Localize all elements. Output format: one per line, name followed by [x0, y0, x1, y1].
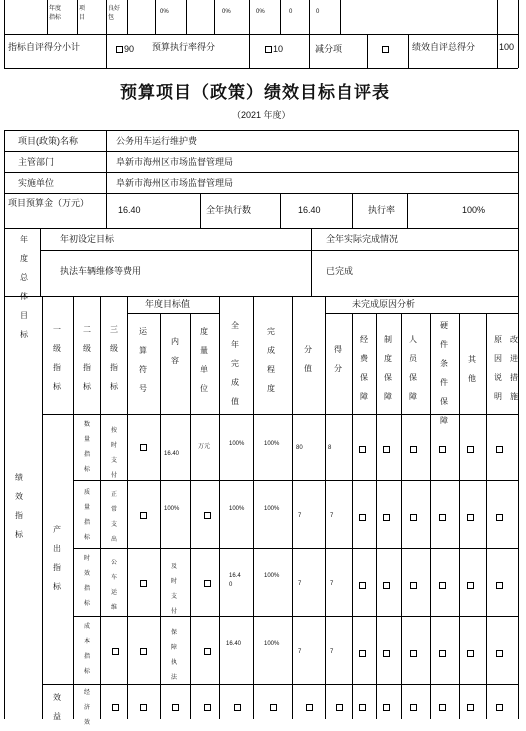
row-annual: 16.40 — [229, 573, 241, 588]
checkbox-icon — [359, 650, 366, 657]
rule — [376, 313, 377, 719]
checkbox-icon — [383, 582, 390, 589]
rule — [4, 0, 5, 68]
rule — [280, 193, 281, 228]
rule — [4, 172, 518, 173]
checkbox-icon — [467, 446, 474, 453]
checkbox-icon — [140, 648, 147, 655]
checkbox-icon — [204, 704, 211, 711]
row-score-get: 7 — [330, 581, 334, 587]
checkbox-icon — [467, 514, 474, 521]
rule — [292, 296, 293, 719]
checkbox-icon — [140, 444, 147, 451]
rule — [73, 480, 518, 481]
checkbox-icon — [172, 704, 179, 711]
header-reason-other: 其他 — [468, 355, 476, 383]
exec-rate-score-value: 10 — [273, 44, 284, 54]
rule — [127, 313, 219, 314]
rule — [497, 0, 498, 68]
checkbox-icon — [439, 704, 446, 711]
row-score-max: 7 — [298, 513, 302, 519]
checkbox-icon — [439, 582, 446, 589]
checkbox-icon — [383, 650, 390, 657]
rule — [73, 616, 518, 617]
checkbox-icon — [112, 704, 119, 711]
dept-value: 阜新市海州区市场监督管理局 — [116, 157, 234, 167]
rate-value: 100% — [462, 205, 486, 215]
header-group-target: 年度目标值 — [145, 299, 191, 309]
header-reason-staff: 人员保障 — [409, 335, 417, 401]
checkbox-icon — [410, 446, 417, 453]
rule — [186, 0, 187, 34]
header-reason-explain: 原因说明 — [494, 335, 502, 401]
rule — [430, 313, 431, 719]
row-degree: 100% — [264, 441, 280, 447]
rule — [127, 296, 128, 719]
top-cell-good: 良好 包 — [108, 6, 121, 21]
self-eval-score-label: 指标自评得分小计 — [8, 42, 81, 52]
checkbox-icon — [204, 648, 211, 655]
header-group-reason: 未完成原因分析 — [352, 299, 416, 309]
row-score-max: 7 — [298, 581, 302, 587]
row-level3: 公车运维 — [110, 560, 117, 611]
executed-value: 16.40 — [298, 205, 321, 215]
rule — [73, 296, 74, 719]
checkbox-icon — [116, 46, 123, 53]
checkbox-icon — [265, 46, 272, 53]
rule — [127, 0, 128, 34]
rule — [518, 130, 519, 719]
row-score-max: 80 — [296, 445, 303, 451]
project-name-value: 公务用车运行维护费 — [116, 136, 198, 146]
rule — [249, 0, 250, 68]
row-level3: 正常支出 — [110, 492, 117, 543]
checkbox-icon — [112, 648, 119, 655]
rule — [325, 296, 326, 719]
checkbox-icon — [204, 580, 211, 587]
indicators-side-label: 绩效指标 — [15, 473, 23, 539]
rule — [340, 0, 341, 34]
exec-rate-score-label: 预算执行率得分 — [152, 42, 216, 52]
rule — [214, 0, 215, 34]
page-title: 预算项目（政策）绩效目标自评表 — [120, 83, 390, 102]
actual-goal-label: 全年实际完成情况 — [326, 234, 399, 244]
header-unit: 度量单位 — [200, 327, 208, 393]
rule — [309, 0, 310, 68]
checkbox-icon — [467, 582, 474, 589]
checkbox-icon — [410, 704, 417, 711]
checkbox-icon — [439, 650, 446, 657]
rule — [4, 34, 518, 35]
row-degree: 100% — [264, 506, 280, 512]
checkbox-icon — [140, 512, 147, 519]
top-cell-indicator-label: 年度 指标 — [49, 6, 62, 21]
executed-label: 全年执行数 — [206, 205, 252, 215]
rule — [106, 130, 107, 228]
unit-label: 实施单位 — [18, 178, 55, 188]
checkbox-icon — [410, 582, 417, 589]
row-level2: 成本指标 — [83, 624, 90, 675]
rule — [4, 228, 518, 229]
checkbox-icon — [306, 704, 313, 711]
rule — [190, 313, 191, 719]
checkbox-icon — [359, 704, 366, 711]
checkbox-icon — [204, 512, 211, 519]
row-content: 保障执法 — [170, 630, 177, 681]
checkbox-icon — [496, 582, 503, 589]
rule — [407, 193, 408, 228]
checkbox-icon — [410, 650, 417, 657]
top-cell-value: 0% — [160, 9, 169, 15]
top-cell-value: 0% — [222, 9, 231, 15]
rule — [4, 151, 518, 152]
header-operator: 运算符号 — [139, 327, 147, 393]
rule — [47, 0, 48, 34]
planned-goal-label: 年初设定目标 — [60, 234, 115, 244]
checkbox-icon — [140, 580, 147, 587]
rule — [4, 68, 518, 69]
checkbox-icon — [496, 650, 503, 657]
rule — [367, 34, 368, 68]
checkbox-icon — [359, 446, 366, 453]
checkbox-icon — [336, 704, 343, 711]
budget-value: 16.40 — [118, 205, 141, 215]
rule — [40, 228, 41, 296]
checkbox-icon — [140, 704, 147, 711]
top-cell-value: 0 — [316, 9, 320, 15]
header-degree: 完成程度 — [267, 327, 275, 393]
rule — [40, 250, 518, 251]
row-content: 100% — [164, 506, 180, 512]
row-level3: 按时支付 — [110, 428, 117, 479]
checkbox-icon — [496, 514, 503, 521]
rule — [4, 130, 5, 719]
row-annual: 16.40 — [226, 641, 242, 647]
rule — [106, 0, 107, 68]
rule — [42, 296, 43, 719]
rule — [4, 193, 518, 194]
top-cell-value: 0% — [256, 9, 265, 15]
checkbox-icon — [467, 650, 474, 657]
checkbox-icon — [439, 514, 446, 521]
header-level3: 三级指标 — [110, 325, 118, 391]
rule — [155, 0, 156, 34]
rule — [408, 34, 409, 68]
actual-goal-value: 已完成 — [326, 266, 354, 276]
row-content: 及时支付 — [170, 564, 177, 615]
year-label: （2021 年度） — [232, 110, 291, 120]
header-score-max: 分值 — [304, 345, 312, 373]
header-reason-policy: 制度保障 — [384, 335, 392, 401]
row-level2: 时效指标 — [83, 556, 90, 607]
rule — [311, 228, 312, 296]
rule — [459, 313, 460, 719]
rule — [73, 548, 518, 549]
planned-goal-value: 执法车辆维修等费用 — [60, 266, 142, 276]
self-eval-score-value: 90 — [124, 44, 135, 54]
row-score-get: 8 — [328, 445, 332, 451]
rule — [42, 684, 518, 685]
checkbox-icon — [467, 704, 474, 711]
rule — [200, 193, 201, 228]
rule — [401, 313, 402, 719]
rule — [325, 313, 518, 314]
row-score-max: 7 — [298, 649, 302, 655]
rule — [486, 313, 487, 719]
rate-label: 执行率 — [368, 205, 396, 215]
checkbox-icon — [383, 514, 390, 521]
header-level1: 一级指标 — [53, 325, 61, 391]
rule — [160, 313, 161, 719]
checkbox-icon — [410, 514, 417, 521]
row-annual: 100% — [229, 506, 245, 512]
header-score-get: 得分 — [334, 345, 342, 373]
checkbox-icon — [382, 46, 389, 53]
total-score-label: 绩效自评总得分 — [412, 42, 476, 52]
top-cell-item: 项 目 — [79, 6, 86, 21]
header-level2: 二级指标 — [83, 325, 91, 391]
row-level2: 经济效 — [83, 690, 90, 726]
budget-label: 项目预算金（万元） — [8, 198, 90, 208]
goals-side-label: 年度总体目标 — [20, 235, 28, 339]
total-score-value: 100 — [499, 42, 515, 52]
row-score-get: 7 — [330, 649, 334, 655]
header-annual-value: 全年完成值 — [231, 321, 239, 406]
row-unit: 万元 — [198, 444, 211, 450]
rule — [4, 130, 518, 131]
level1-output: 产出指标 — [53, 525, 61, 591]
checkbox-icon — [383, 704, 390, 711]
rule — [219, 296, 220, 719]
row-score-get: 7 — [330, 513, 334, 519]
rule — [352, 193, 353, 228]
unit-value: 阜新市海州区市场监督管理局 — [116, 178, 234, 188]
checkbox-icon — [270, 704, 277, 711]
rule — [518, 0, 519, 68]
row-annual: 100% — [229, 441, 245, 447]
project-name-label: 项目(政策)名称 — [18, 136, 78, 146]
rule — [100, 296, 101, 719]
rule — [253, 296, 254, 719]
row-level2: 数量指标 — [83, 422, 90, 473]
checkbox-icon — [234, 704, 241, 711]
row-degree: 100% — [264, 573, 280, 579]
checkbox-icon — [359, 582, 366, 589]
checkbox-icon — [496, 446, 503, 453]
header-content: 内容 — [171, 337, 179, 365]
header-reason-hardware: 硬件条件保障 — [440, 321, 448, 425]
rule — [4, 296, 518, 297]
rule — [77, 0, 78, 34]
row-content: 16.40 — [164, 451, 180, 457]
top-cell-value: 0 — [289, 9, 293, 15]
dept-label: 主管部门 — [18, 157, 55, 167]
checkbox-icon — [383, 446, 390, 453]
checkbox-icon — [439, 446, 446, 453]
row-level2: 质量指标 — [83, 490, 90, 541]
header-reason-improve: 改进措施 — [510, 335, 518, 401]
checkbox-icon — [496, 704, 503, 711]
level1-benefit: 效益 — [53, 693, 61, 721]
header-reason-funds: 经费保障 — [360, 335, 368, 401]
row-degree: 100% — [264, 641, 280, 647]
checkbox-icon — [359, 514, 366, 521]
rule — [352, 313, 353, 719]
deduction-label: 减分项 — [315, 44, 343, 54]
rule — [280, 0, 281, 34]
